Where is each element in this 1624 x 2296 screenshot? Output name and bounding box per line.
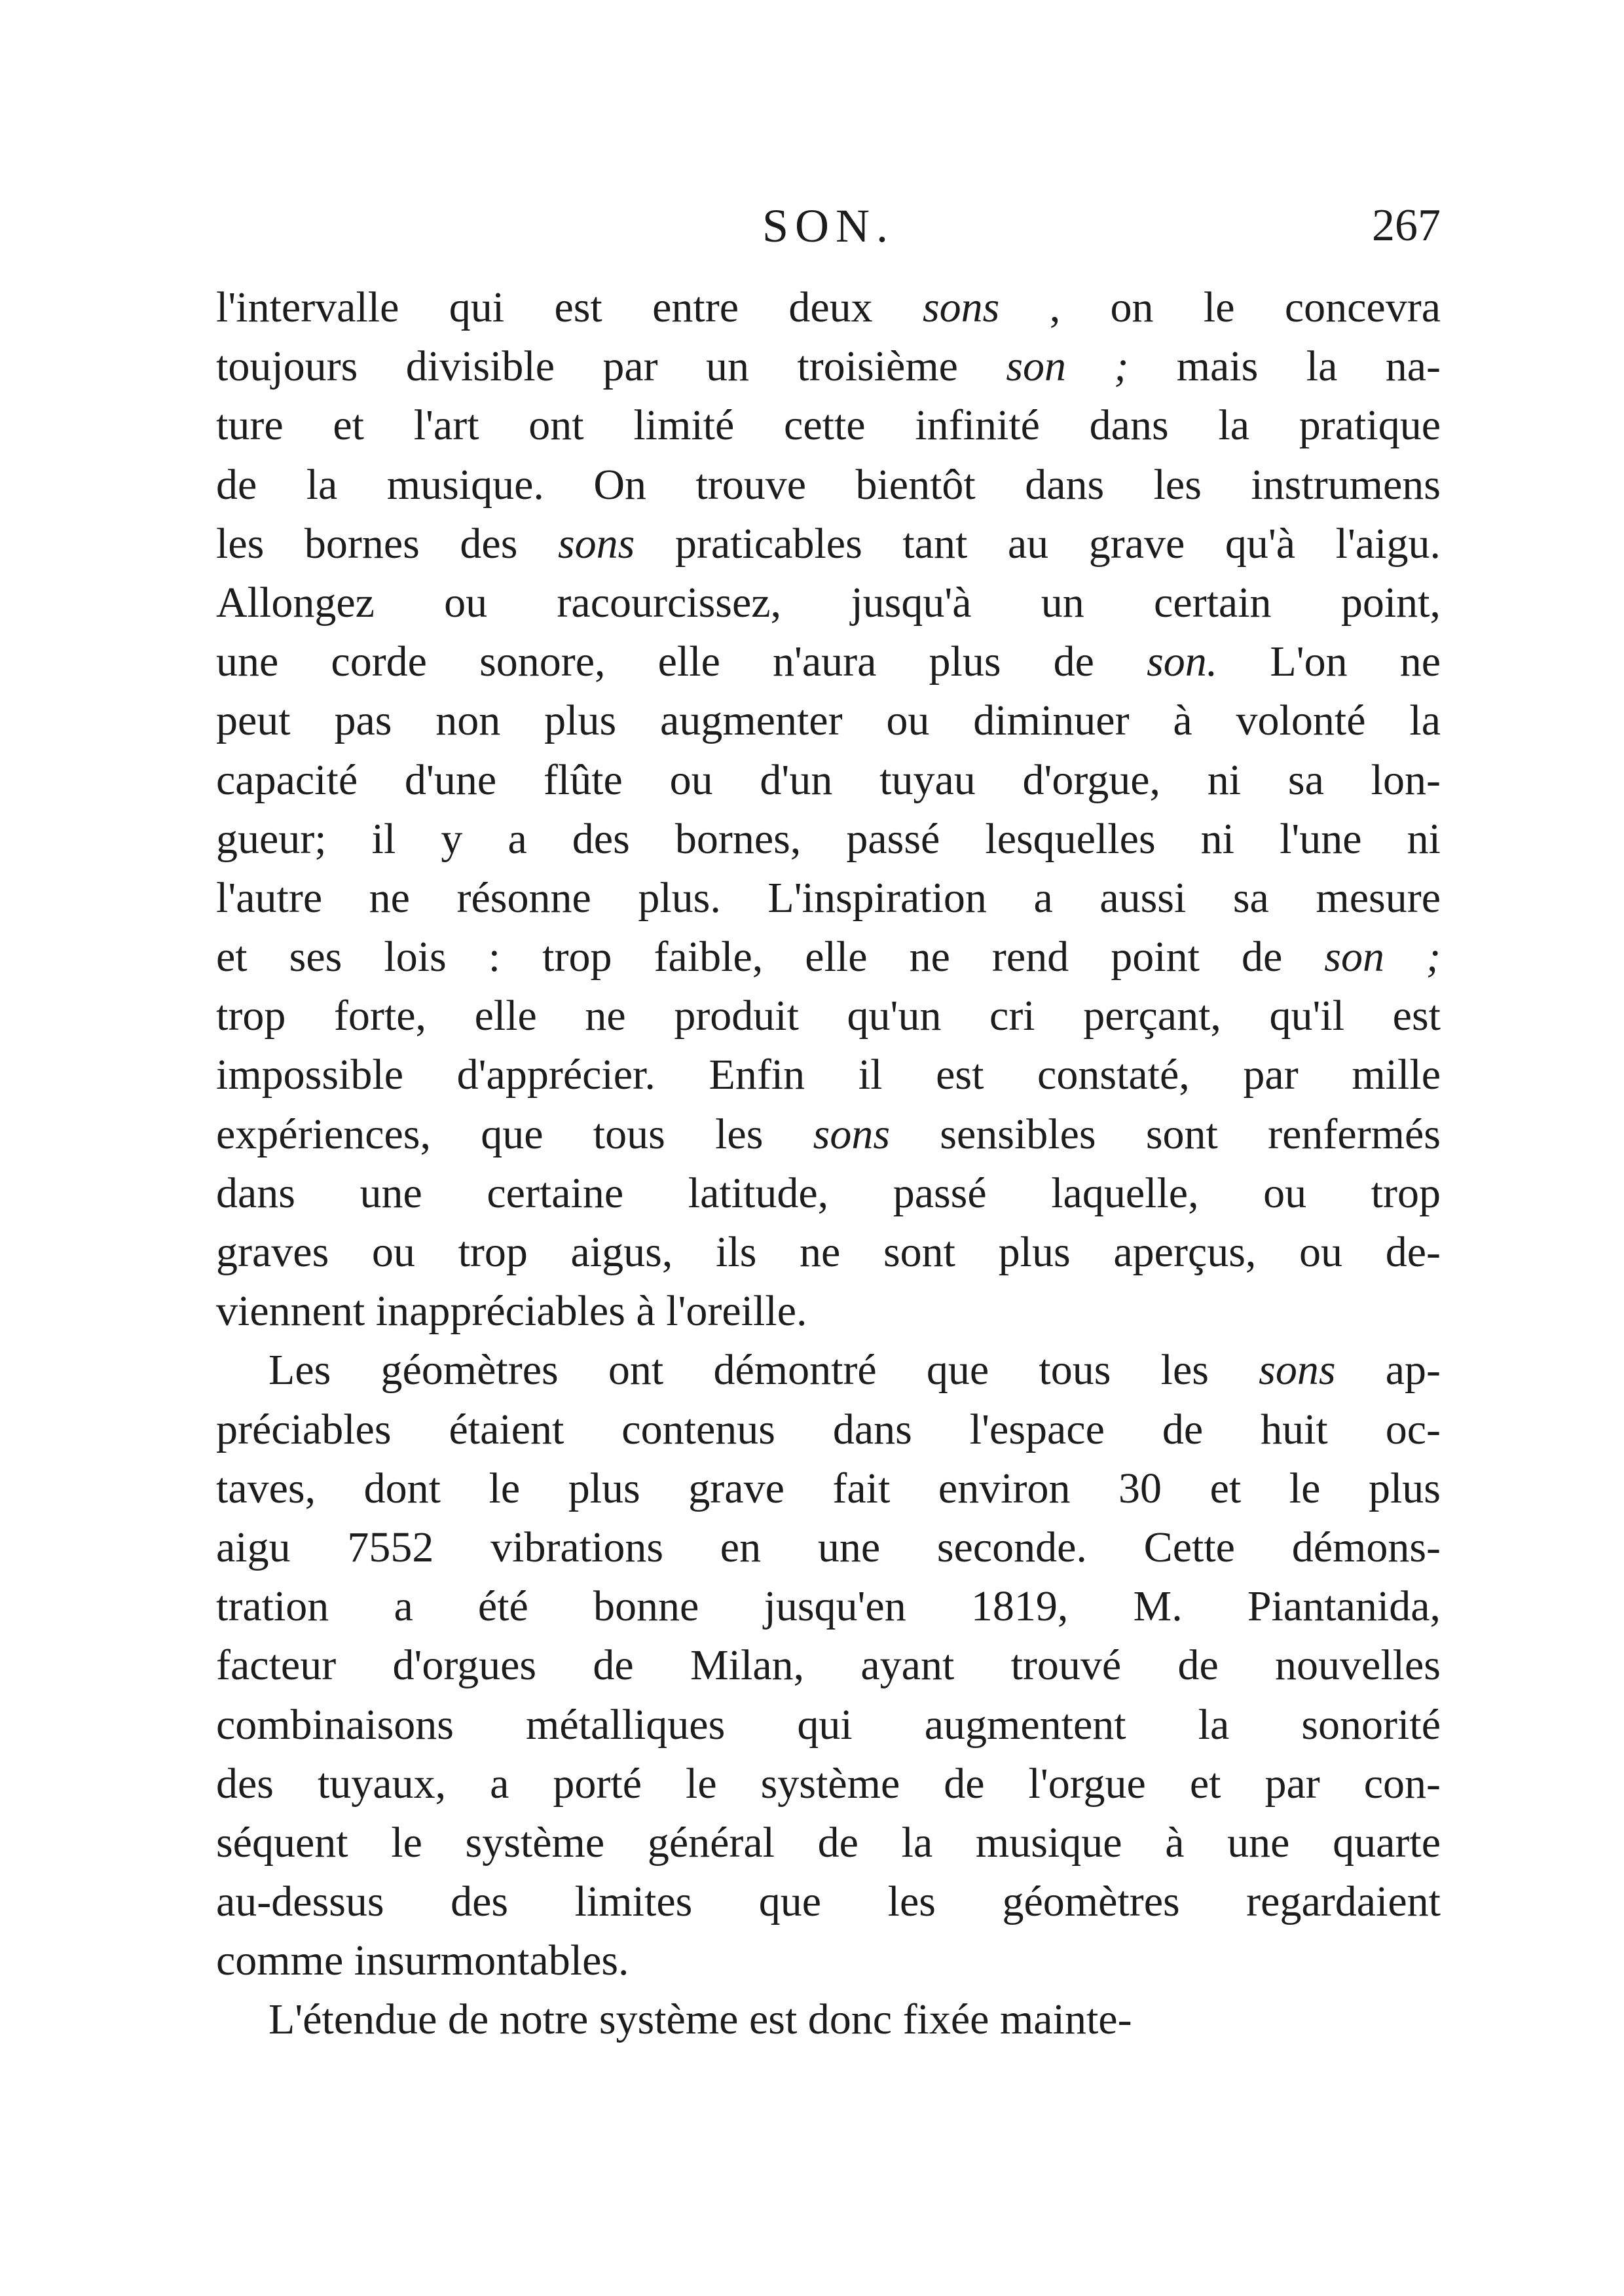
- text-line: l'autre ne résonne plus. L'inspiration a aussi sa mesure: [216, 873, 1441, 922]
- text-line: combinaisons métalliques qui augmentent la sonorité: [216, 1700, 1441, 1749]
- text-line: et ses lois : trop faible, elle ne rend point de son ;: [216, 933, 1441, 981]
- page-number: 267: [1372, 200, 1441, 251]
- text-line: l'intervalle qui est entre deux sons , on le concevra: [216, 283, 1441, 331]
- text-line: séquent le système général de la musique à une quarte: [216, 1818, 1441, 1867]
- text-line: comme insurmontables.: [216, 1937, 629, 1985]
- running-head: [216, 190, 1441, 262]
- italic-word: son.: [1147, 638, 1218, 686]
- paragraph: [216, 278, 1441, 1341]
- text-line: des tuyaux, a porté le système de l'orgue et par con-: [216, 1759, 1441, 1808]
- text-line: impossible d'apprécier. Enfin il est constaté, par mille: [216, 1051, 1441, 1099]
- text-line: viennent inappréciables à l'oreille.: [216, 1287, 807, 1336]
- text-line: les bornes des sons praticables tant au grave qu'à l'aigu.: [216, 519, 1441, 568]
- paragraph: [216, 1341, 1441, 1990]
- text-line: Allongez ou racourcissez, jusqu'à un certain point,: [216, 578, 1441, 627]
- italic-word: sons: [557, 519, 635, 568]
- italic-word: sons: [922, 283, 1000, 331]
- body-text: [216, 278, 1441, 2050]
- text-line: ture et l'art ont limité cette infinité dans la pratique: [216, 401, 1441, 450]
- text-line: trop forte, elle ne produit qu'un cri perçant, qu'il est: [216, 992, 1441, 1040]
- text-line: préciables étaient contenus dans l'espace de huit oc-: [216, 1405, 1441, 1453]
- text-line: capacité d'une flûte ou d'un tuyau d'orgue, ni sa lon-: [216, 756, 1441, 804]
- italic-word: son ;: [1324, 933, 1441, 981]
- text-line: au-dessus des limites que les géomètres regardaient: [216, 1878, 1441, 1926]
- text-line: graves ou trop aigus, ils ne sont plus aperçus, ou de-: [216, 1228, 1441, 1276]
- text-line: peut pas non plus augmenter ou diminuer à volonté la: [216, 697, 1441, 745]
- paragraph: [216, 1990, 1441, 2049]
- text-line: Les géomètres ont démontré que tous les sons ap-: [268, 1346, 1441, 1394]
- text-line: aigu 7552 vibrations en une seconde. Cette démons-: [216, 1523, 1441, 1571]
- text-line: gueur; il y a des bornes, passé lesquelles ni l'une ni: [216, 814, 1441, 863]
- text-line: facteur d'orgues de Milan, ayant trouvé de nouvelles: [216, 1641, 1441, 1690]
- text-line: une corde sonore, elle n'aura plus de son. L'on ne: [216, 638, 1441, 686]
- italic-word: sons: [813, 1110, 891, 1158]
- text-line: toujours divisible par un troisième son ; mais la na-: [216, 342, 1441, 391]
- text-line: expériences, que tous les sons sensibles sont renfermés: [216, 1110, 1441, 1158]
- text-line: de la musique. On trouve bientôt dans les instrumens: [216, 460, 1441, 509]
- text-line: dans une certaine latitude, passé laquelle, ou trop: [216, 1169, 1441, 1217]
- text-line: tration a été bonne jusqu'en 1819, M. Piantanida,: [216, 1582, 1441, 1631]
- text-line: L'étendue de notre système est donc fixée mainte-: [268, 1995, 1132, 2044]
- running-title: SON.: [762, 200, 895, 252]
- text-line: taves, dont le plus grave fait environ 30 et le plus: [216, 1464, 1441, 1512]
- italic-word: sons: [1259, 1346, 1336, 1394]
- italic-word: son ;: [1006, 342, 1129, 391]
